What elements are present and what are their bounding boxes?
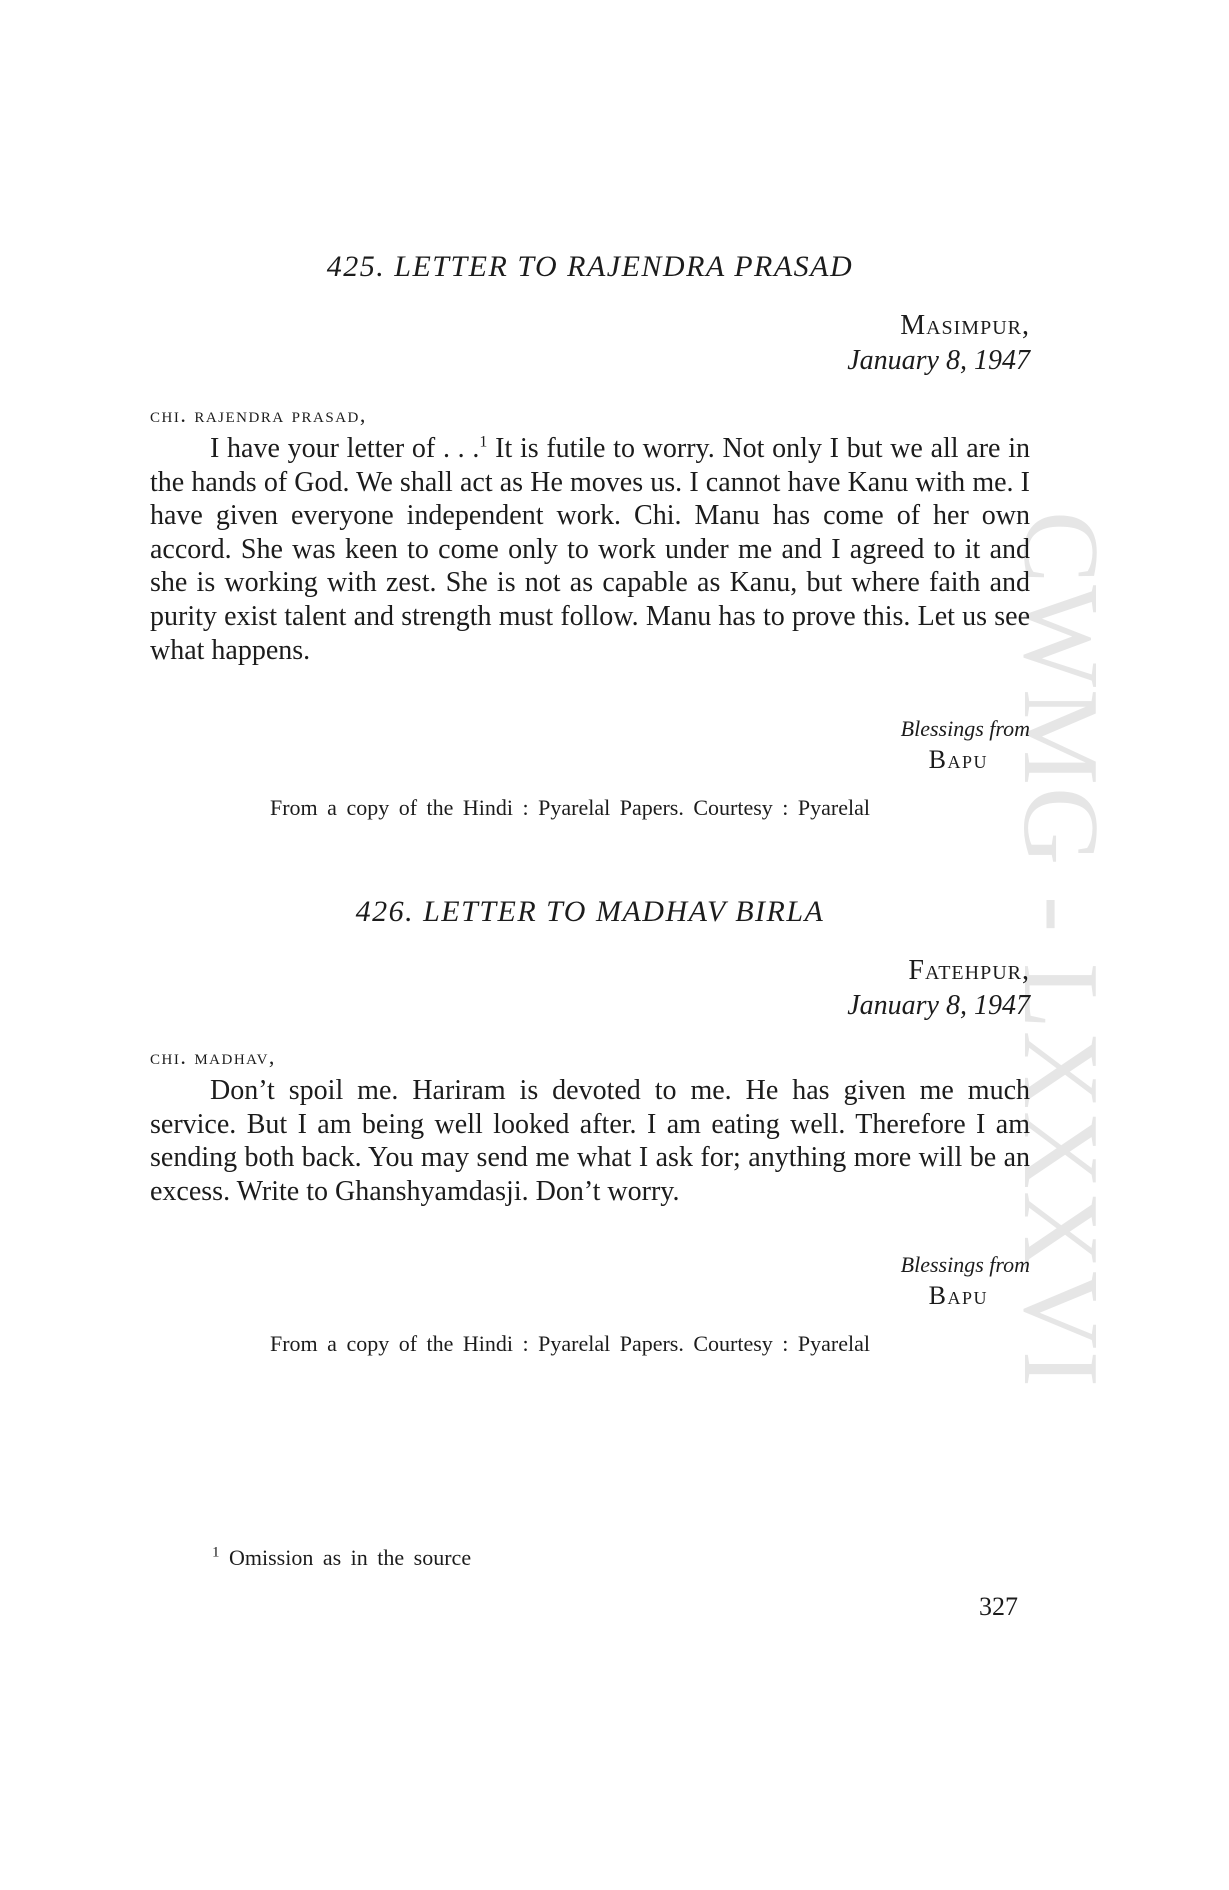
footnote-reference: 1 [479, 433, 488, 451]
letter-425-closing: Blessings from [900, 716, 1030, 741]
letter-426-salutation: chi. madhav, [150, 1044, 276, 1069]
letter-426-place: Fatehpur, [908, 955, 1030, 986]
letter-426-signature: Bapu [928, 1281, 988, 1310]
letter-425-title: 425. LETTER TO RAJENDRA PRASAD [326, 250, 854, 283]
letter-425-body-part-1: I have your letter of . . . [210, 433, 480, 464]
letter-425-body [150, 432, 1030, 667]
letter-426-title: 426. LETTER TO MADHAV BIRLA [355, 895, 825, 928]
footnote-marker: 1 [212, 1544, 220, 1561]
letter-425-signature: Bapu [928, 745, 988, 774]
letter-425-date: January 8, 1947 [847, 345, 1030, 376]
footnote-text: Omission as in the source [219, 1545, 472, 1570]
letter-425-place: Masimpur, [900, 310, 1030, 341]
letter-425-body-part-2: It is futile to worry. Not only I but we all are in the hands of God. We shall act as He moves us. I cannot have Kanu with me. I have given everyone independent work. Chi. Manu has come of her own accord. She was keen to come only to work under me and I agreed to it and she is working with zest. She is not as capable as Kanu, but where faith and purity exist talent and strength must follow. Manu has to prove this. Let us see what happens. [150, 433, 1030, 666]
letter-426-source: From a copy of the Hindi : Pyarelal Papers. Courtesy : Pyarelal [270, 1331, 870, 1356]
footnote [212, 1545, 471, 1571]
letter-426-body: Don’t spoil me. Hariram is devoted to me. He has given me much service. But I am being well looked after. I am eating well. Therefore I am sending both back. You may send me what I ask for; anything more will be an excess. Write to Ghanshyamdasji. Don’t worry. [150, 1075, 1030, 1207]
letter-426-date: January 8, 1947 [847, 990, 1030, 1021]
letter-425-salutation: chi. rajendra prasad, [150, 402, 367, 427]
letter-426-closing: Blessings from [900, 1252, 1030, 1277]
page-number: 327 [979, 1592, 1018, 1621]
watermark-text: CWMG - LXXXVI [1001, 511, 1120, 1389]
letter-425-source: From a copy of the Hindi : Pyarelal Papers. Courtesy : Pyarelal [270, 795, 870, 820]
